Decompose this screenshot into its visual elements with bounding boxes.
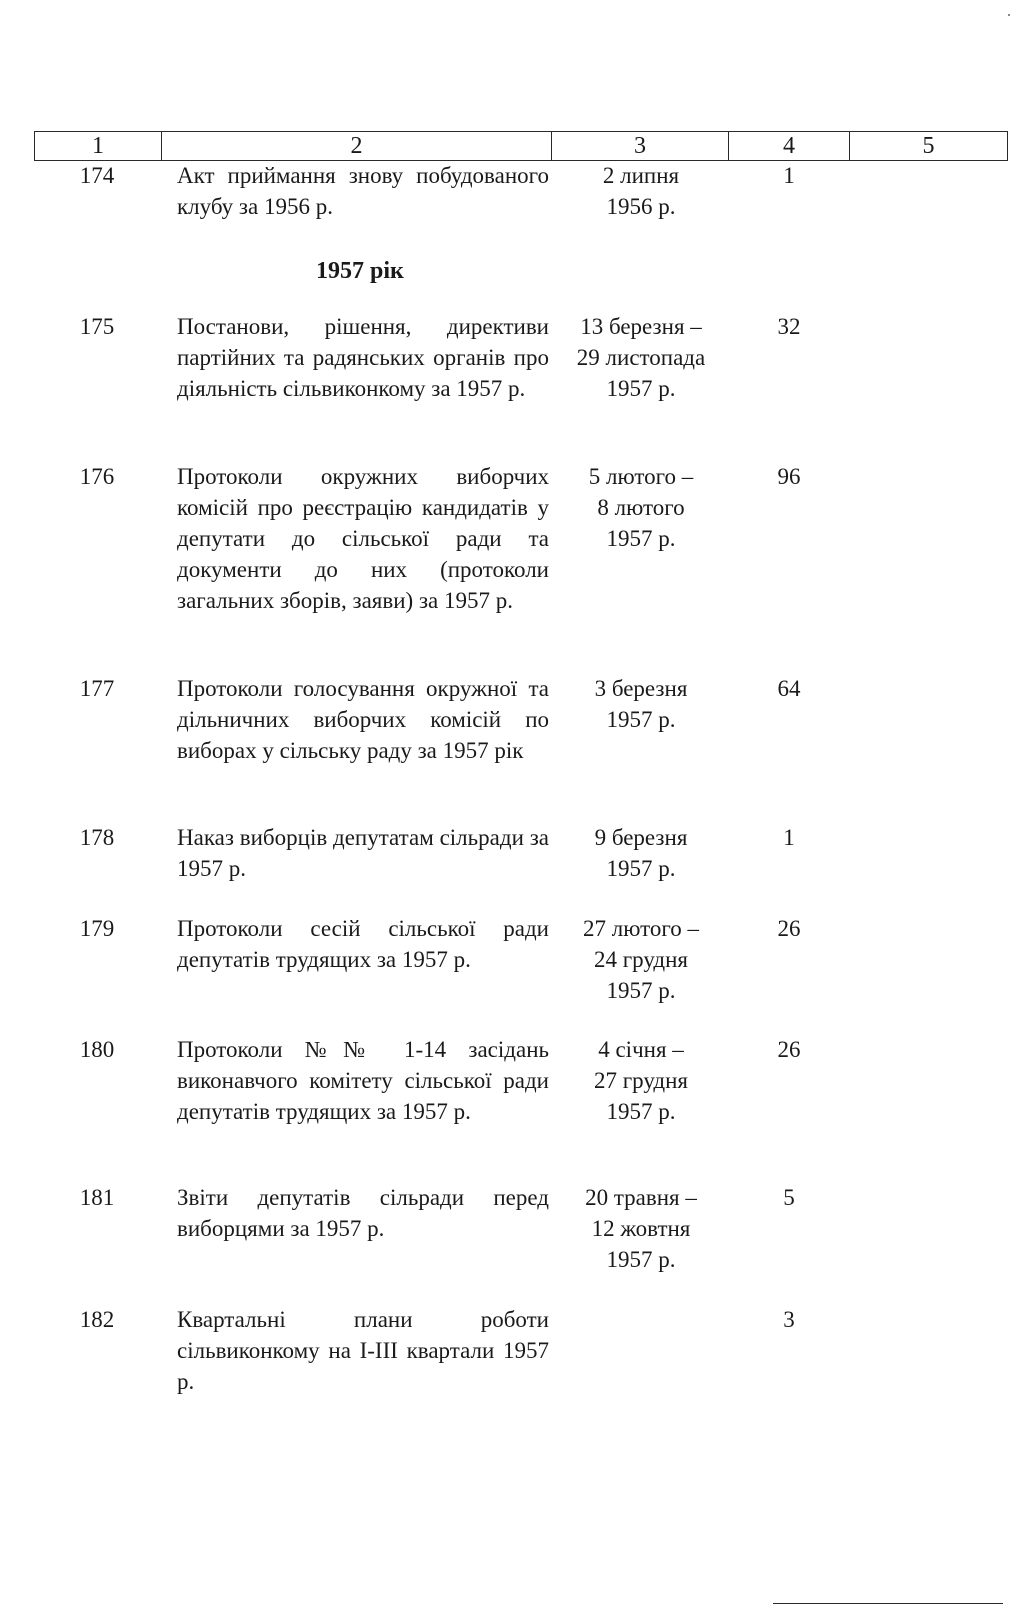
entry-dates: 3 березня 1957 р. [594,676,688,732]
entry-dates: 2 липня 1956 р. [602,163,680,219]
entry-pages: 32 [777,314,801,339]
entry-title: Протоколи голосування окружної та дільничних виборчих комісій по виборах у сільську раду за 1957 рік [177,676,549,763]
scan-speck [1008,14,1010,16]
entry-number: 182 [79,1307,115,1332]
entry-pages: 64 [777,676,801,701]
entry-pages: 26 [777,916,801,941]
entry-pages: 5 [783,1185,795,1210]
entry-dates: 13 березня – 29 листопада 1957 р. [576,314,706,401]
entry-dates: 5 лютого – 8 лютого 1957 р. [588,464,694,551]
header-col-1: 1 [35,132,162,161]
entry-pages: 1 [783,825,795,850]
entry-pages: 1 [783,163,795,188]
entry-number: 174 [79,163,115,188]
entry-title: Акт приймання знову побудованого клубу за 1956 р. [177,163,549,219]
entry-pages: 96 [777,464,801,489]
entry-pages: 3 [783,1307,795,1332]
entry-dates: 9 березня 1957 р. [594,825,688,881]
header-col-2: 2 [162,132,552,161]
entry-dates: 27 лютого – 24 грудня 1957 р. [583,916,699,1003]
header-col-4: 4 [729,132,850,161]
header-col-3: 3 [552,132,729,161]
entry-number: 176 [79,464,115,489]
entry-dates: 4 січня – 27 грудня 1957 р. [593,1037,689,1124]
header-col-5: 5 [850,132,1008,161]
entry-title: Протоколи окружних виборчих комісій про реєстрацію кандидатів у депутати до сільської ради та документи до них (протоколи загальних зборів, заяви) за 1957 р. [177,464,549,613]
entry-title: Протоколи сесій сільської ради депутатів трудящих за 1957 р. [177,916,549,972]
entry-title: Постанови, рішення, директиви партійних та радянських органів про діяльність сільвиконкому за 1957 р. [177,314,549,401]
entry-title: Квартальні плани роботи сільвиконкому на І-ІІІ квартали 1957 р. [177,1307,549,1394]
header-row [35,132,1008,161]
entry-number: 179 [79,916,115,941]
entry-pages: 26 [777,1037,801,1062]
entry-number: 177 [79,676,115,701]
bottom-rule [773,1603,1003,1604]
entry-dates: 20 травня – 12 жовтня 1957 р. [585,1185,697,1272]
entry-number: 181 [79,1185,115,1210]
entry-number: 180 [79,1037,115,1062]
entry-title: Звіти депутатів сільради перед виборцями за 1957 р. [177,1185,549,1241]
year-heading: 1957 рік [316,258,404,284]
entry-title: Наказ виборців депутатам сільради за 1957 р. [177,825,549,881]
entry-number: 178 [79,825,115,850]
entry-number: 175 [79,314,115,339]
column-number-header [34,131,1008,161]
entry-title: Протоколи №№ 1-14 засідань виконавчого комітету сільської ради депутатів трудящих за 1957 р. [177,1037,549,1124]
